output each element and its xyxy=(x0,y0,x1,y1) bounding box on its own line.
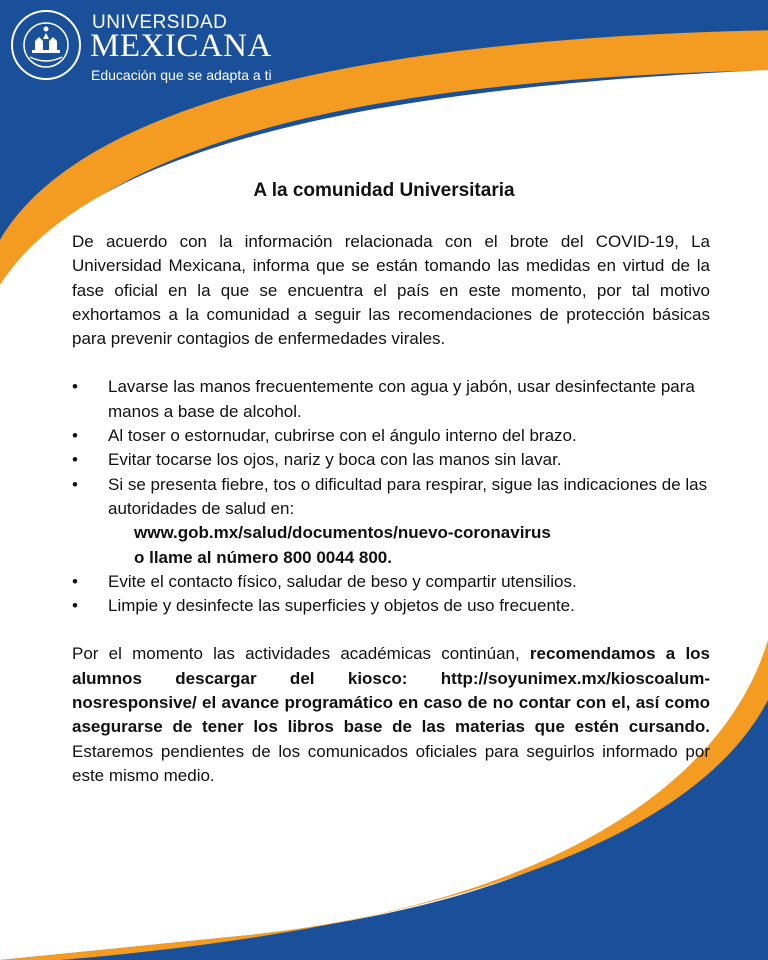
closing-paragraph xyxy=(72,642,710,788)
bullet-icon: • xyxy=(72,474,78,494)
closing-text-end: Estaremos pendientes de los comunicados oficiales para seguirlos informado por este mismo medio. xyxy=(72,741,710,785)
brand-name: MEXICANA xyxy=(90,28,272,64)
intro-paragraph: De acuerdo con la información relacionada con el brote del COVID-19, La Universidad Mexicana, informa que se están tomando las medidas en virtud de la fase oficial en la que se encuentra el país en este momento, por tal motivo exhortamos a la comunidad a seguir las recomendaciones de protección básicas para prevenir contagios de enfermedades virales. xyxy=(72,232,710,349)
health-url-link[interactable]: www.gob.mx/salud/documentos/nuevo-coronavirus xyxy=(134,523,551,543)
closing-bold-text: recomendamos a los alumnos descargar del kiosco: http://soyunimex.mx/kioscoalum-nosresponsive/ el avance programático en caso de no contar con el, así como asegurarse de tener los libros base de las materias que estén cursando. xyxy=(72,644,711,737)
list-item-text: Lavarse las manos frecuentemente con agua y jabón, usar desinfectante para manos a base de alcohol. xyxy=(108,377,695,421)
list-item xyxy=(72,594,710,618)
list-item xyxy=(72,473,710,570)
bullet-icon: • xyxy=(72,450,78,470)
list-item-text: Al toser o estornudar, cubrirse con el ángulo interno del brazo. xyxy=(108,426,577,446)
closing-text: Por el momento las actividades académicas continúan, xyxy=(72,644,530,664)
list-item-text: Evite el contacto físico, saludar de beso y compartir utensilios. xyxy=(108,571,577,591)
brand-top-text: UNIVERSIDAD xyxy=(92,12,228,33)
list-item xyxy=(72,570,710,594)
recommendations-list xyxy=(72,375,710,618)
bullet-icon: • xyxy=(72,377,78,397)
list-item xyxy=(72,424,710,448)
university-seal-icon xyxy=(10,9,82,81)
list-item-text: Limpie y desinfecte las superficies y objetos de uso frecuente. xyxy=(108,596,575,616)
list-item xyxy=(72,448,710,472)
list-item-text: Si se presenta fiebre, tos o dificultad para respirar, sigue las indicaciones de las autoridades de salud en: xyxy=(108,474,708,518)
page-title: A la comunidad Universitaria xyxy=(253,180,515,201)
notice-body xyxy=(72,230,710,788)
bullet-icon: • xyxy=(72,571,78,591)
phone-number-line: o llame al número 800 0044 800. xyxy=(134,547,392,567)
bullet-icon: • xyxy=(72,596,78,616)
university-logo xyxy=(10,9,280,84)
list-item-text: Evitar tocarse los ojos, nariz y boca con las manos sin lavar. xyxy=(108,450,562,470)
bullet-icon: • xyxy=(72,426,78,446)
list-item xyxy=(72,375,710,424)
brand-tagline: Educación que se adapta a ti xyxy=(91,67,272,83)
